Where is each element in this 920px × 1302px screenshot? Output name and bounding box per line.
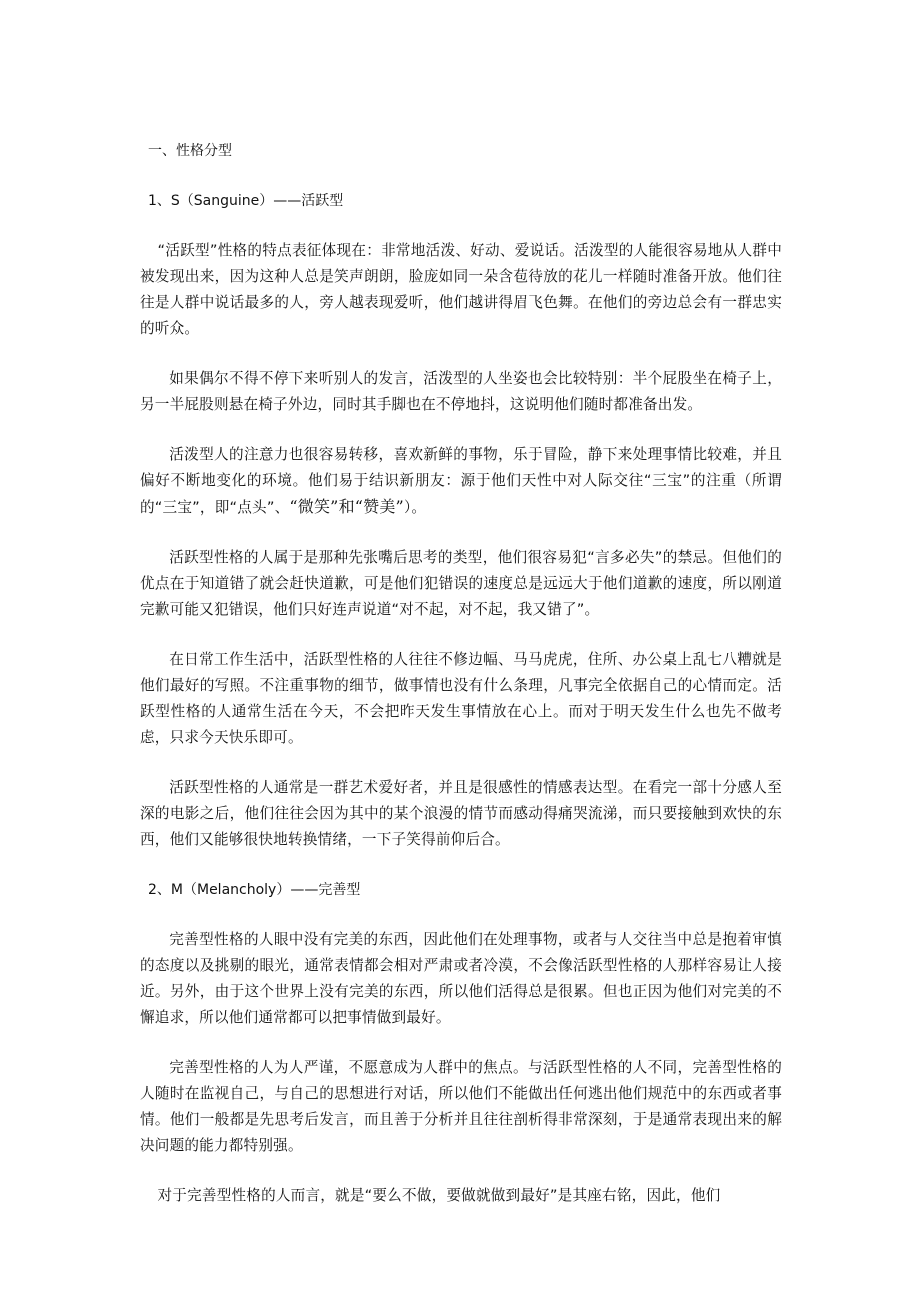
melancholy-heading: 2、M（Melancholy）——完善型 — [148, 882, 361, 898]
melancholy-paragraph-1: 完善型性格的人眼中没有完美的东西，因此他们在处理事物，或者与人交往当中总是抱着审慎的态度以及挑剔的眼光，通常表情都会相对严肃或者冷漠，不会像活跃型性格的人那样容易让人接近。另外，由于这个世界上没有完美的东西，所以他们活得总是很累。但也正因为他们对完美的不懈追求，所以他们通常都可以把事情做到最好。 — [140, 931, 782, 1026]
sanguine-paragraph-3-tail: ）。 — [403, 499, 427, 516]
sanguine-paragraph-2: 如果偶尔不得不停下来听别人的发言，活泼型的人坐姿也会比较特别：半个屁股坐在椅子上，另一半屁股则悬在椅子外边，同时其手脚也在不停地抖，这说明他们随时都准备出发。 — [140, 370, 782, 413]
melancholy-paragraph-3: 对于完善型性格的人而言，就是“要么不做，要做就做到最好”是其座右铭，因此，他们 — [157, 1187, 721, 1204]
document-page — [140, 138, 782, 1233]
sanguine-paragraph-6: 活跃型性格的人通常是一群艺术爱好者，并且是很感性的情感表达型。在看完一部十分感人至深的电影之后，他们往往会因为其中的某个浪漫的情节而感动得痛哭流涕，而只要接触到欢快的东西，他们又能够很快地转换情绪，一下子笑得前仰后合。 — [140, 779, 782, 848]
sanguine-paragraph-1: “活跃型”性格的特点表征体现在：非常地活泼、好动、爱说话。活泼型的人能很容易地从人群中被发现出来，因为这种人总是笑声朗朗，脸庞如同一朵含苞待放的花儿一样随时准备开放。他们往往是人群中说话最多的人，旁人越表现爱听，他们越讲得眉飞色舞。在他们的旁边总会有一群忠实的听众。 — [140, 242, 782, 337]
sanguine-paragraph-5: 在日常工作生活中，活跃型性格的人往往不修边幅、马马虎虎，住所、办公桌上乱七八糟就是他们最好的写照。不注重事物的细节，做事情也没有什么条理，凡事完全依据自己的心情而定。活跃型性格的人通常生活在今天，不会把昨天发生事情放在心上。而对于明天发生什么也先不做考虑，只求今天快乐即可。 — [140, 651, 782, 746]
sanguine-paragraph-3-serif: “微笑”和“赞美” — [289, 497, 404, 516]
sanguine-paragraph-3 — [140, 442, 782, 521]
sanguine-paragraph-4: 活跃型性格的人属于是那种先张嘴后思考的类型，他们很容易犯“言多必失”的禁忌。但他们的优点在于知道错了就会赶快道歉，可是他们犯错误的速度总是远远大于他们道歉的速度，所以刚道完歉可能又犯错误，他们只好连声说道“对不起，对不起，我又错了”。 — [140, 549, 782, 618]
sanguine-heading: 1、S（Sanguine）——活跃型 — [148, 193, 344, 209]
section-title: 一、性格分型 — [148, 143, 232, 159]
sanguine-paragraph-3-main: 活泼型人的注意力也很容易转移，喜欢新鲜的事物，乐于冒险，静下来处理事情比较难，并且偏好不断地变化的环境。他们易于结识新朋友：源于他们天性中对人际交往“三宝”的注重（所谓的“三宝”，即“点头”、 — [140, 446, 782, 516]
melancholy-paragraph-2: 完善型性格的人为人严谨，不愿意成为人群中的焦点。与活跃型性格的人不同，完善型性格的人随时在监视自己，与自己的思想进行对话，所以他们不能做出任何逃出他们规范中的东西或者事情。他们一般都是先思考后发言，而且善于分析并且往往剖析得非常深刻，于是通常表现出来的解决问题的能力都特别强。 — [140, 1059, 782, 1154]
